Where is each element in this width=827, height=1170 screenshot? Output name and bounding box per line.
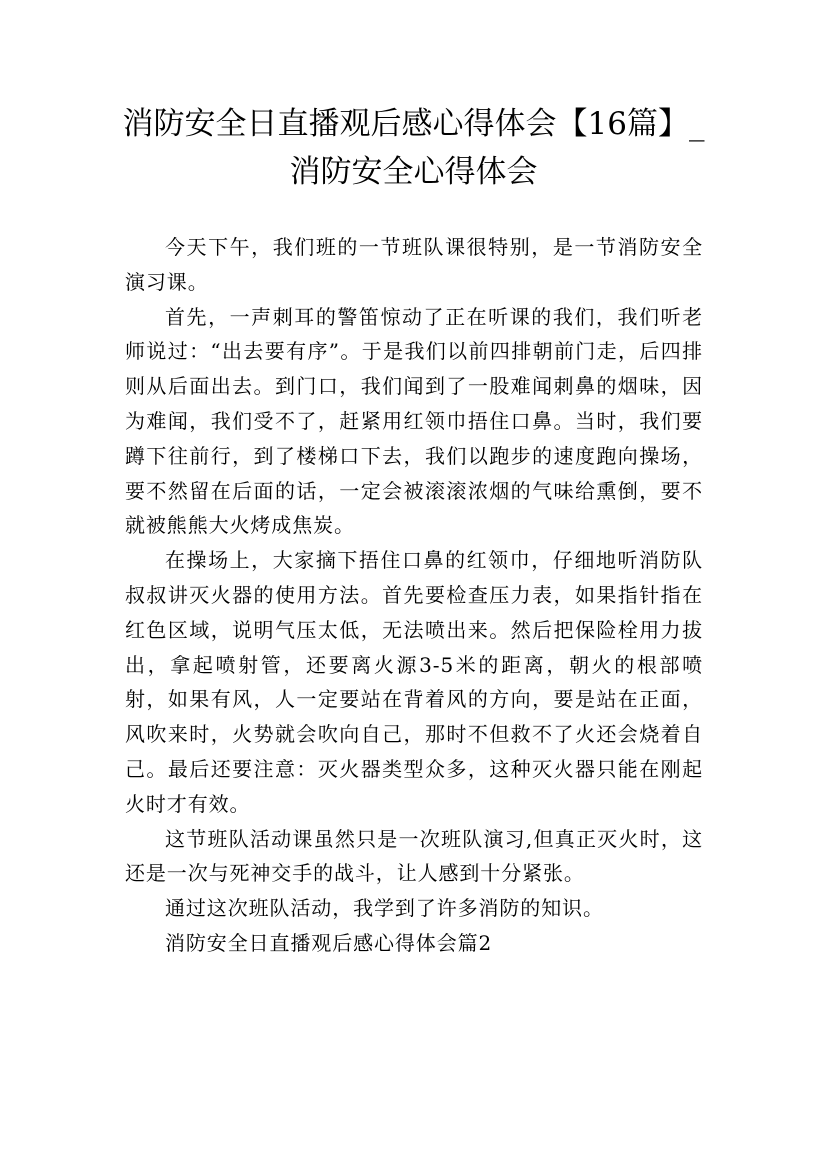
- paragraph: 通过这次班队活动，我学到了许多消防的知识。: [165, 896, 604, 921]
- title-line-1: 消防安全日直播观后感心得体会【16篇】_: [122, 106, 705, 142]
- paragraph: 在操场上，大家摘下捂住口鼻的红领巾，仔细地听消防队叔叔讲灭火器的使用方法。首先要检查压力表，如果指针指在红色区域，说明气压太低，无法喷出来。然后把保险栓用力拔出，拿起喷射管，还要离火源3-5米的距离，朝火的根部喷射，如果有风，人一定要站在背着风的方向，要是站在正面，风吹来时，火势就会吹向自己，那时不但救不了火还会烧着自己。最后还要注意：灭火器类型众多，这种灭火器只能在刚起火时才有效。: [125, 548, 703, 816]
- paragraph: 今天下午，我们班的一节班队课很特别，是一节消防安全演习课。: [125, 235, 703, 294]
- title-line-2: 消防安全心得体会: [289, 154, 538, 190]
- section-heading: 消防安全日直播观后感心得体会篇2: [165, 930, 493, 955]
- document-title: [100, 100, 727, 196]
- paragraph: 这节班队活动课虽然只是一次班队演习,但真正灭火时，这还是一次与死神交手的战斗，让人感到十分紧张。: [125, 826, 703, 886]
- document-body: [125, 230, 703, 961]
- paragraph: 首先，一声刺耳的警笛惊动了正在听课的我们，我们听老师说过：“出去要有序”。于是我们以前四排朝前门走，后四排则从后面出去。到门口，我们闻到了一股难闻刺鼻的烟味，因为难闻，我们受不了，赶紧用红领巾捂住口鼻。当时，我们要蹲下往前行，到了楼梯口下去，我们以跑步的速度跑向操场，要不然留在后面的话，一定会被滚滚浓烟的气味给熏倒，要不就被熊熊大火烤成焦炭。: [125, 304, 703, 538]
